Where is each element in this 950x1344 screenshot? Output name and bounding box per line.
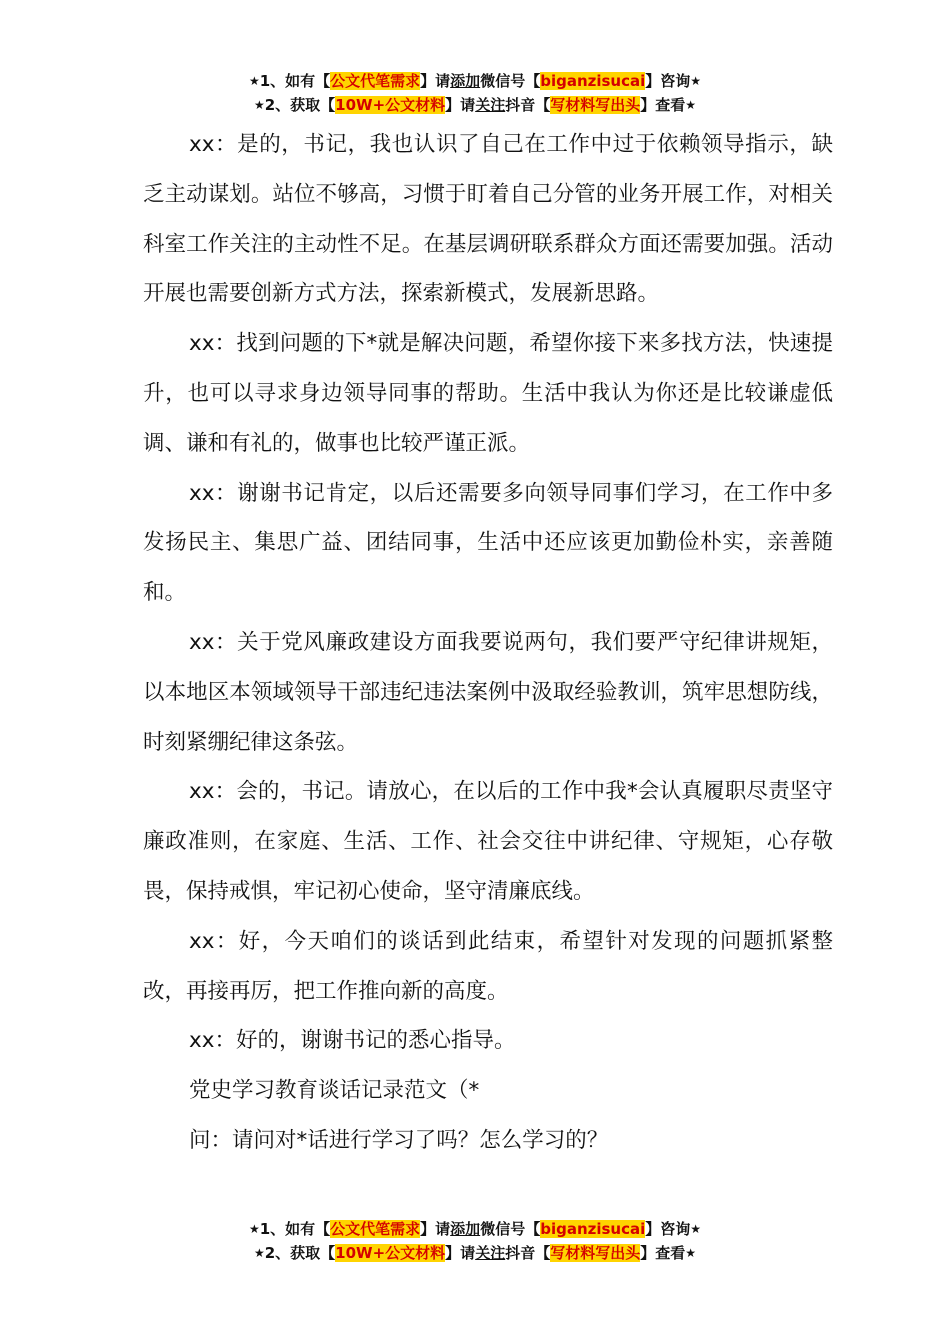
banner-text: 】咨询 (645, 72, 691, 90)
highlight-service: 公文代笔需求 (330, 72, 421, 90)
header-banner (0, 69, 950, 117)
paragraph: xx：是的，书记，我也认识了自己在工作中过于依赖领导指示，缺乏主动谋划。站位不够高，习惯于盯着自己分管的业务开展工作，对相关科室工作关注的主动性不足。在基层调研联系群众方面还需要加强。活动开展也需要创新方式方法，探索新模式，发展新思路。 (143, 132, 833, 307)
star-icon: ★ (690, 1222, 702, 1236)
star-icon: ★ (253, 98, 265, 112)
underline-add: 添加 (450, 72, 481, 90)
paragraph: xx：好的，谢谢书记的悉心指导。 (189, 1028, 516, 1054)
footer-banner (0, 1217, 950, 1265)
question-line: 问：请问对*话进行学习了吗？怎么学习的？ (189, 1127, 609, 1153)
banner-line-1 (0, 69, 950, 93)
star-icon: ★ (253, 1246, 265, 1260)
star-icon: ★ (685, 1246, 697, 1260)
banner-text: 微信号【 (480, 1220, 541, 1238)
paragraph: xx：好，今天咱们的谈话到此结束，希望针对发现的问题抓紧整改，再接再厉，把工作推向新的高度。 (143, 928, 833, 1004)
banner-text: 1、如有【 (259, 1220, 331, 1238)
banner-text: 抖音【 (505, 96, 551, 114)
underline-follow: 关注 (475, 1244, 506, 1262)
document-body (143, 120, 833, 1166)
highlight-materials: 10W+公文材料 (335, 96, 446, 114)
highlight-wechat-id: biganzisucai (540, 1220, 646, 1238)
star-icon: ★ (248, 74, 260, 88)
banner-line-1 (0, 1217, 950, 1241)
section-heading: 党史学习教育谈话记录范文（* (189, 1078, 480, 1104)
highlight-douyin-account: 写材料写出头 (550, 1244, 641, 1262)
banner-line-2 (0, 1241, 950, 1265)
underline-follow: 关注 (475, 96, 506, 114)
underline-add: 添加 (450, 1220, 481, 1238)
banner-text: 】咨询 (645, 1220, 691, 1238)
banner-text: 】请 (420, 1220, 451, 1238)
banner-text: 微信号【 (480, 72, 541, 90)
banner-line-2 (0, 93, 950, 117)
star-icon: ★ (248, 1222, 260, 1236)
highlight-service: 公文代笔需求 (330, 1220, 421, 1238)
banner-text: 2、获取【 (264, 1244, 336, 1262)
banner-text: 2、获取【 (264, 96, 336, 114)
banner-text: 】请 (445, 96, 476, 114)
banner-text: 抖音【 (505, 1244, 551, 1262)
highlight-materials: 10W+公文材料 (335, 1244, 446, 1262)
banner-text: 】查看 (640, 96, 686, 114)
banner-text: 】请 (445, 1244, 476, 1262)
highlight-douyin-account: 写材料写出头 (550, 96, 641, 114)
paragraph: xx：会的，书记。请放心，在以后的工作中我*会认真履职尽责坚守廉政准则，在家庭、生活、工作、社会交往中讲纪律、守规矩，心存敬畏，保持戒惧，牢记初心使命，坚守清廉底线。 (143, 779, 833, 904)
highlight-wechat-id: biganzisucai (540, 72, 646, 90)
star-icon: ★ (690, 74, 702, 88)
paragraph: xx：关于党风廉政建设方面我要说两句，我们要严守纪律讲规矩，以本地区本领域领导干部违纪违法案例中汲取经验教训，筑牢思想防线，时刻紧绷纪律这条弦。 (143, 629, 833, 755)
banner-text: 】查看 (640, 1244, 686, 1262)
paragraph: xx：找到问题的下*就是解决问题，希望你接下来多找方法，快速提升，也可以寻求身边领导同事的帮助。生活中我认为你还是比较谦虚低调、谦和有礼的，做事也比较严谨正派。 (143, 331, 833, 456)
banner-text: 】请 (420, 72, 451, 90)
banner-text: 1、如有【 (259, 72, 331, 90)
paragraph: xx：谢谢书记肯定，以后还需要多向领导同事们学习，在工作中多发扬民主、集思广益、团结同事，生活中还应该更加勤俭朴实，亲善随和。 (143, 480, 833, 606)
star-icon: ★ (685, 98, 697, 112)
